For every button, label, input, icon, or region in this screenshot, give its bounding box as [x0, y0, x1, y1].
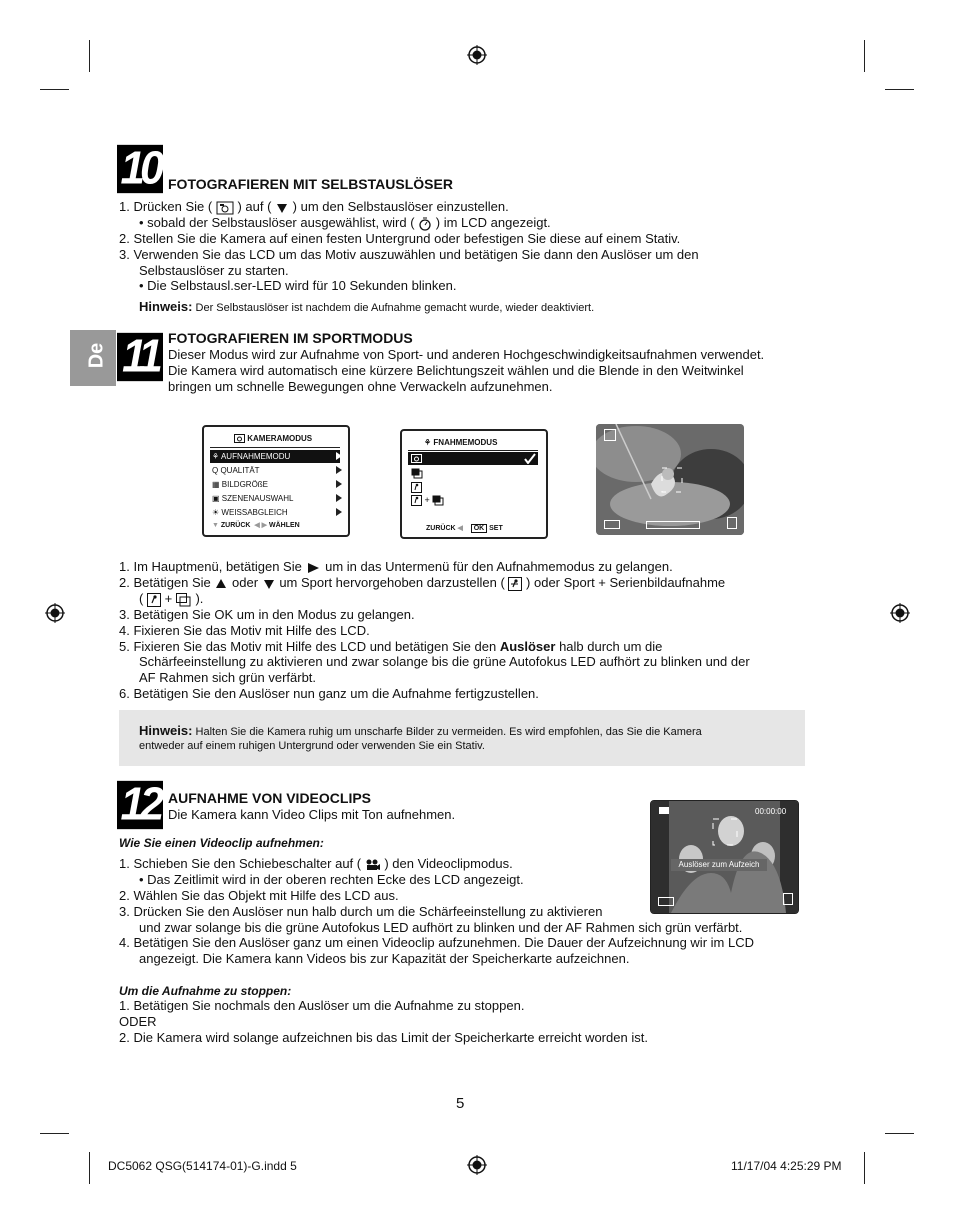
- instruction-line: 4. Fixieren Sie das Motiv mit Hilfe des LCD.: [119, 623, 370, 638]
- swing-scene-image: [596, 424, 744, 535]
- sport-mode-icon: [508, 577, 522, 591]
- footer-file-info: DC5062 QSG(514174-01)-G.indd 5: [108, 1159, 297, 1173]
- image-size-icon: ▦: [212, 480, 222, 489]
- crop-mark: [885, 1133, 914, 1134]
- zoom-bar: [646, 521, 700, 529]
- divider: [210, 447, 340, 448]
- description-line: bringen um schnelle Bewegungen ohne Verwackeln aufzunehmen.: [168, 379, 553, 394]
- language-tab: De: [70, 330, 116, 386]
- instruction-line: und zwar solange bis die grüne Autofokus LED aufhört zu blinken und der AF Rahmen sich grün verfärbt.: [139, 920, 743, 935]
- instruction-line: 1. Drücken Sie ( ) auf ( ) um den Selbstauslöser einzustellen.: [119, 199, 509, 214]
- camera-menu-screenshot: [202, 425, 350, 537]
- camera-mode-icon: [216, 201, 234, 215]
- video-camera-icon: [659, 807, 669, 814]
- registration-mark-icon: [467, 1155, 487, 1175]
- registration-mark-icon: [890, 603, 910, 623]
- arrow-left-icon: ◀ ▶: [252, 522, 269, 529]
- instruction-line: ( + ).: [139, 591, 204, 606]
- menu-item-bildgroesse: ▦ BILDGRÖßE: [212, 480, 269, 489]
- divider: [408, 450, 538, 451]
- instruction-line: • Die Selbstausl.ser-LED wird für 10 Sekunden blinken.: [139, 278, 457, 293]
- arrow-down-icon: [275, 202, 289, 214]
- section-number-12: 12: [117, 781, 163, 829]
- note-box: [119, 710, 805, 766]
- section-number-11: 11: [117, 333, 163, 381]
- section-number-10: 10: [117, 145, 163, 193]
- arrow-down-icon: ▼: [212, 522, 221, 529]
- arrow-right-icon: [305, 562, 321, 574]
- description-line: Die Kamera wird automatisch eine kürzere Belichtungszeit wählen und die Blende in den Weitwinkel: [168, 363, 744, 378]
- chevron-right-icon: [336, 466, 342, 474]
- instruction-line: ODER: [119, 1014, 157, 1029]
- section-title-selbstausloeser: FOTOGRAFIEREN MIT SELBSTAUSLÖSER: [168, 176, 453, 192]
- page-number: 5: [456, 1095, 465, 1112]
- burst-mode-icon: [411, 468, 423, 479]
- arrow-left-icon: ◀: [455, 525, 469, 532]
- sport-icon: ⚘: [424, 438, 434, 447]
- checkmark-icon: [524, 453, 536, 464]
- instruction-line: • sobald der Selbstauslöser ausgewählist, wird ( ) im LCD angezeigt.: [139, 215, 551, 230]
- instruction-line: 2. Stellen Sie die Kamera auf einen festen Untergrund oder befestigen Sie diese auf einem Stativ.: [119, 231, 681, 246]
- memory-card-icon: [783, 893, 793, 905]
- sport-mode-icon: [147, 593, 161, 607]
- crop-mark: [864, 40, 865, 72]
- instruction-line: 1. Im Hauptmenü, betätigen Sie um in das Untermenü für den Aufnahmemodus zu gelangen.: [119, 559, 673, 574]
- camera-mode-icon: [411, 454, 422, 463]
- description-line: Die Kamera kann Video Clips mit Ton aufnehmen.: [168, 807, 456, 822]
- video-camera-icon: [365, 859, 381, 871]
- scene-icon: ▣: [212, 494, 222, 503]
- shutter-hint-banner: Auslöser zum Aufzeich: [671, 859, 767, 871]
- capture-mode-menu-screenshot: [400, 429, 548, 539]
- instruction-line: 6. Betätigen Sie den Auslöser nun ganz um die Aufnahme fertigzustellen.: [119, 686, 539, 701]
- chevron-right-icon: [336, 480, 342, 488]
- menu-item-szenenauswahl: ▣ SZENENAUSWAHL: [212, 494, 294, 503]
- instruction-line: AF Rahmen sich grün verfärbt.: [139, 670, 317, 685]
- menu-footer: ▼ ZURÜCK ◀ ▶ WÄHLEN: [212, 522, 300, 529]
- section-title-videoclips: AUFNAHME VON VIDEOCLIPS: [168, 790, 372, 806]
- menu-footer: ZURÜCK ◀ OK SET: [426, 525, 503, 532]
- sport-mode-icon: [411, 495, 422, 506]
- instruction-line: 3. Verwenden Sie das LCD um das Motiv auszuwählen und betätigen Sie dann den Auslöser um den: [119, 247, 699, 262]
- instruction-line: 4. Betätigen Sie den Auslöser ganz um einen Videoclip aufzunehmen. Die Dauer der Aufzeichnung wir im LCD: [119, 935, 754, 950]
- quality-icon: Q: [212, 466, 221, 475]
- arrow-down-icon: [262, 578, 276, 590]
- instruction-line: Schärfeeinstellung zu aktivieren und zwar solange bis die grüne Autofokus LED aufhört zu blinken und der: [139, 654, 750, 669]
- chevron-right-icon: [336, 508, 342, 516]
- description-line: Dieser Modus wird zur Aufnahme von Sport- und anderen Hochgeschwindigkeitsaufnahmen verwendet.: [168, 347, 765, 362]
- sport-burst-icon: +: [411, 495, 444, 506]
- crop-mark: [89, 40, 90, 72]
- instruction-line: 3. Betätigen Sie OK um in den Modus zu gelangen.: [119, 607, 415, 622]
- instruction-line: 1. Schieben Sie den Schiebeschalter auf ( ) den Videoclipmodus.: [119, 856, 513, 871]
- chevron-right-icon: [336, 494, 342, 502]
- sport-mode-lcd-photo: [596, 424, 744, 535]
- instruction-line: 5. Fixieren Sie das Motiv mit Hilfe des LCD und betätigen Sie den Auslöser halb durch um die: [119, 639, 663, 654]
- registration-mark-icon: [45, 603, 65, 623]
- footer-timestamp: 11/17/04 4:25:29 PM: [731, 1159, 842, 1173]
- menu-highlight: [408, 452, 538, 465]
- instruction-line: 2. Betätigen Sie oder um Sport hervorgehoben darzustellen ( ) oder Sport + Serienbildaufnahme: [119, 575, 726, 590]
- recording-time: 00:00:00: [755, 807, 787, 816]
- chevron-right-icon: [336, 452, 342, 460]
- burst-mode-icon: [432, 495, 444, 506]
- video-mode-lcd-photo: [650, 800, 799, 914]
- instruction-line: angezeigt. Die Kamera kann Videos bis zur Kapazität der Speicherkarte aufzeichnen.: [139, 951, 630, 966]
- crop-mark: [40, 1133, 69, 1134]
- burst-mode-icon: [176, 593, 192, 607]
- menu-item-weissabgleich: ☀ WEISSABGLEICH: [212, 508, 288, 517]
- crop-mark: [864, 1152, 865, 1184]
- instruction-line: 3. Drücken Sie den Auslöser nun halb durch um die Schärfeeinstellung zu aktivieren: [119, 904, 603, 919]
- crop-mark: [885, 89, 914, 90]
- menu-item-qualitaet: Q QUALITÄT: [212, 466, 260, 475]
- instruction-line: Selbstauslöser zu starten.: [139, 263, 289, 278]
- section-title-sportmodus: FOTOGRAFIEREN IM SPORTMODUS: [168, 330, 413, 346]
- note-line: entweder auf einem ruhigen Untergrund oder verwenden Sie ein Stativ.: [139, 740, 485, 752]
- crop-mark: [89, 1152, 90, 1184]
- instruction-line: • Das Zeitlimit wird in der oberen rechten Ecke des LCD angezeigt.: [139, 872, 524, 887]
- instruction-line: 2. Die Kamera wird solange aufzeichnen bis das Limit der Speicherkarte erreicht worden ist.: [119, 1030, 648, 1045]
- battery-icon: [658, 897, 674, 906]
- menu-title: KAMERAMODUS: [234, 432, 312, 445]
- sport-mode-icon: [604, 429, 616, 441]
- subheading: Wie Sie einen Videoclip aufnehmen:: [119, 836, 324, 850]
- self-timer-icon: [418, 217, 432, 231]
- battery-icon: [604, 520, 620, 529]
- note: Hinweis: Der Selbstauslöser ist nachdem die Aufnahme gemacht wurde, wieder deaktiviert.: [139, 299, 595, 314]
- note-line: Hinweis: Halten Sie die Kamera ruhig um unscharfe Bilder zu vermeiden. Es wird empfohlen, das Sie die Kamera: [139, 723, 702, 738]
- crop-mark: [40, 89, 69, 90]
- arrow-up-icon: [214, 578, 228, 590]
- memory-card-icon: [727, 517, 737, 529]
- menu-item-aufnahmemodus: ⚘ AUFNAHMEMODU: [212, 452, 291, 461]
- sport-icon: ⚘: [212, 452, 221, 461]
- sport-mode-icon: [411, 482, 422, 493]
- subheading: Um die Aufnahme zu stoppen:: [119, 984, 292, 998]
- camera-mode-icon: [234, 434, 245, 443]
- instruction-line: 1. Betätigen Sie nochmals den Auslöser um die Aufnahme zu stoppen.: [119, 998, 525, 1013]
- menu-title: ⚘ FNAHMEMODUS: [424, 438, 498, 447]
- instruction-line: 2. Wählen Sie das Objekt mit Hilfe des LCD aus.: [119, 888, 399, 903]
- registration-mark-icon: [467, 45, 487, 65]
- white-balance-icon: ☀: [212, 508, 222, 517]
